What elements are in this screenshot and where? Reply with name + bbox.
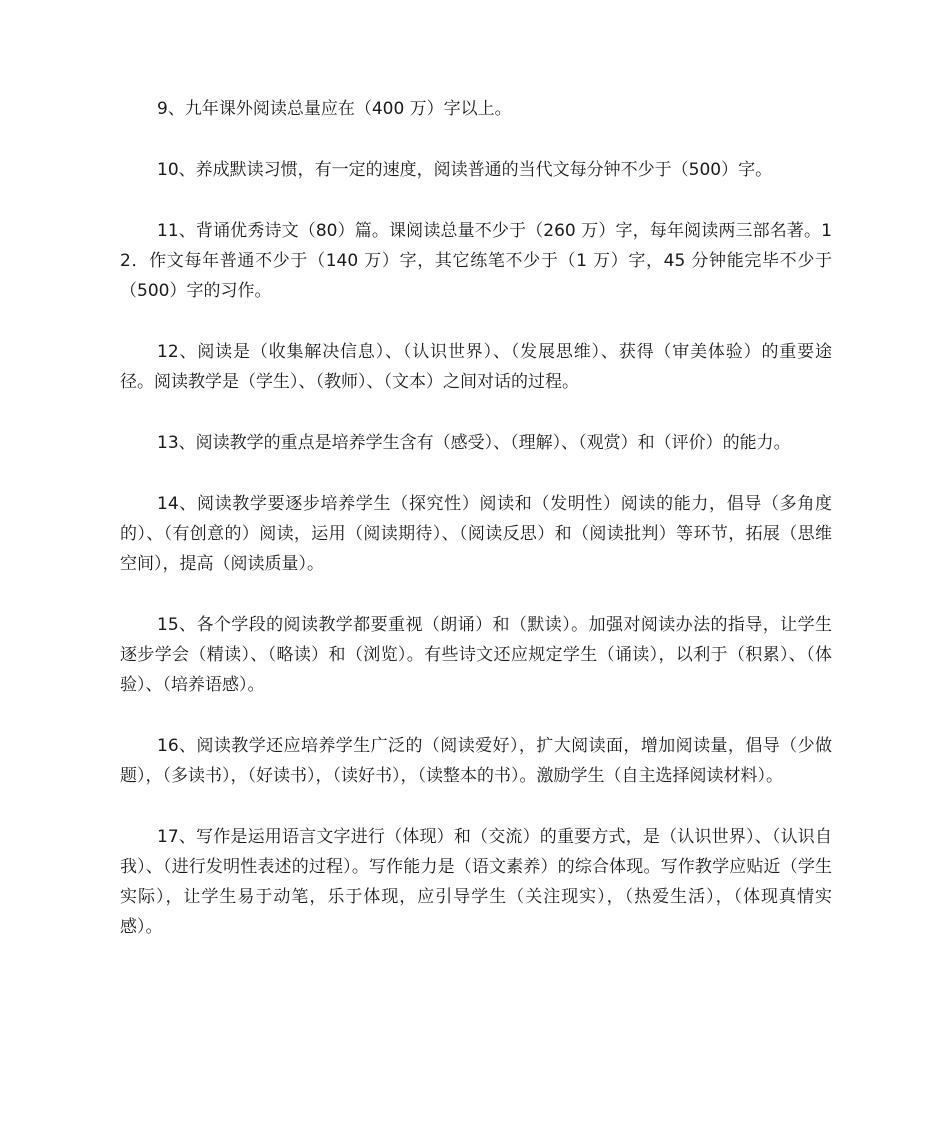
- paragraph-item-15: 15、各个学段的阅读教学都要重视（朗诵）和（默读）。加强对阅读办法的指导，让学生逐步学会（精读）、（略读）和（浏览）。有些诗文还应规定学生（诵读），以利于（积累）、（体验）、（培养语感）。: [120, 615, 832, 695]
- paragraph-item-14: 14、阅读教学要逐步培养学生（探究性）阅读和（发明性）阅读的能力，倡导（多角度的）、（有创意的）阅读，运用（阅读期待）、（阅读反思）和（阅读批判）等环节，拓展（思维空间），提高（阅读质量）。: [120, 494, 832, 574]
- paragraph-item-17: 17、写作是运用语言文字进行（体现）和（交流）的重要方式，是（认识世界）、（认识自我）、（进行发明性表述的过程）。写作能力是（语文素养）的综合体现。写作教学应贴近（学生实际），让学生易于动笔，乐于体现，应引导学生（关注现实），（热爱生活），（体现真情实感）。: [120, 827, 832, 937]
- paragraph-item-10: 10、养成默读习惯，有一定的速度，阅读普通的当代文每分钟不少于（500）字。: [157, 160, 773, 180]
- paragraph-item-9: 9、九年课外阅读总量应在（400 万）字以上。: [157, 99, 512, 119]
- paragraph-item-12: 12、阅读是（收集解决信息）、（认识世界）、（发展思维）、获得（审美体验）的重要途径。阅读教学是（学生）、（教师）、（文本）之间对话的过程。: [120, 342, 832, 392]
- paragraph-item-13: 13、阅读教学的重点是培养学生含有（感受）、（理解）、（观赏）和（评价）的能力。: [157, 433, 791, 453]
- paragraph-item-16: 16、阅读教学还应培养学生广泛的（阅读爱好），扩大阅读面，增加阅读量，倡导（少做题），（多读书），（好读书），（读好书），（读整本的书）。激励学生（自主选择阅读材料）。: [120, 736, 832, 786]
- paragraph-item-11: 11、背诵优秀诗文（80）篇。课阅读总量不少于（260 万）字，每年阅读两三部名著。12．作文每年普通不少于（140 万）字，其它练笔不少于（1 万）字，45 分钟能完毕不少于（500）字的习作。: [120, 221, 832, 301]
- document-body: [120, 94, 832, 973]
